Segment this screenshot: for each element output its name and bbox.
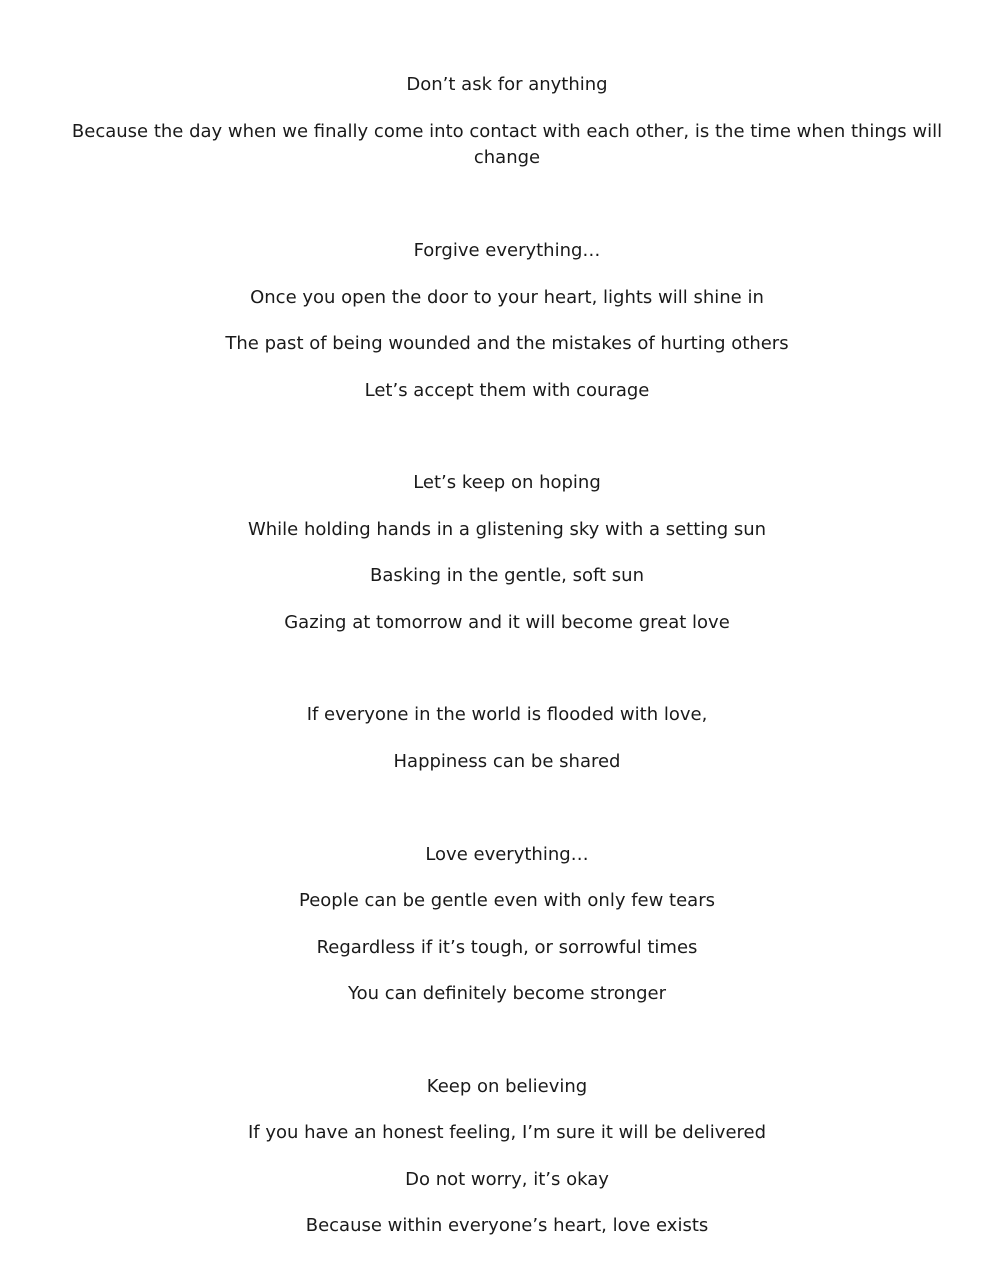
text-line: While holding hands in a glistening sky with a setting sun xyxy=(247,519,767,540)
text-line: Gazing at tomorrow and it will become great love xyxy=(284,612,730,633)
text-line: Regardless if it’s tough, or sorrowful times xyxy=(316,937,698,958)
text-line: Basking in the gentle, soft sun xyxy=(370,565,644,586)
text-line: People can be gentle even with only few tears xyxy=(299,890,715,911)
text-line: Do not worry, it’s okay xyxy=(405,1169,609,1190)
text-line: Keep on believing xyxy=(426,1076,588,1097)
text-line: Love everything… xyxy=(425,844,589,865)
text-line: Let’s keep on hoping xyxy=(413,472,601,493)
text-line: The past of being wounded and the mistakes of hurting others xyxy=(225,333,789,354)
text-line: Let’s accept them with courage xyxy=(364,380,650,401)
text-line: You can definitely become stronger xyxy=(347,983,667,1004)
text-line: If everyone in the world is flooded with love, xyxy=(306,704,708,725)
text-line: Because the day when we finally come into contact with each other, is the time when things will change xyxy=(71,121,943,168)
text-line: Don’t ask for anything xyxy=(406,74,608,95)
text-line: Forgive everything… xyxy=(413,240,601,261)
text-line: Happiness can be shared xyxy=(393,751,621,772)
text-line: If you have an honest feeling, I’m sure it will be delivered xyxy=(247,1122,767,1143)
text-line: Once you open the door to your heart, lights will shine in xyxy=(250,287,764,308)
text-line: Because within everyone’s heart, love exists xyxy=(305,1215,709,1236)
